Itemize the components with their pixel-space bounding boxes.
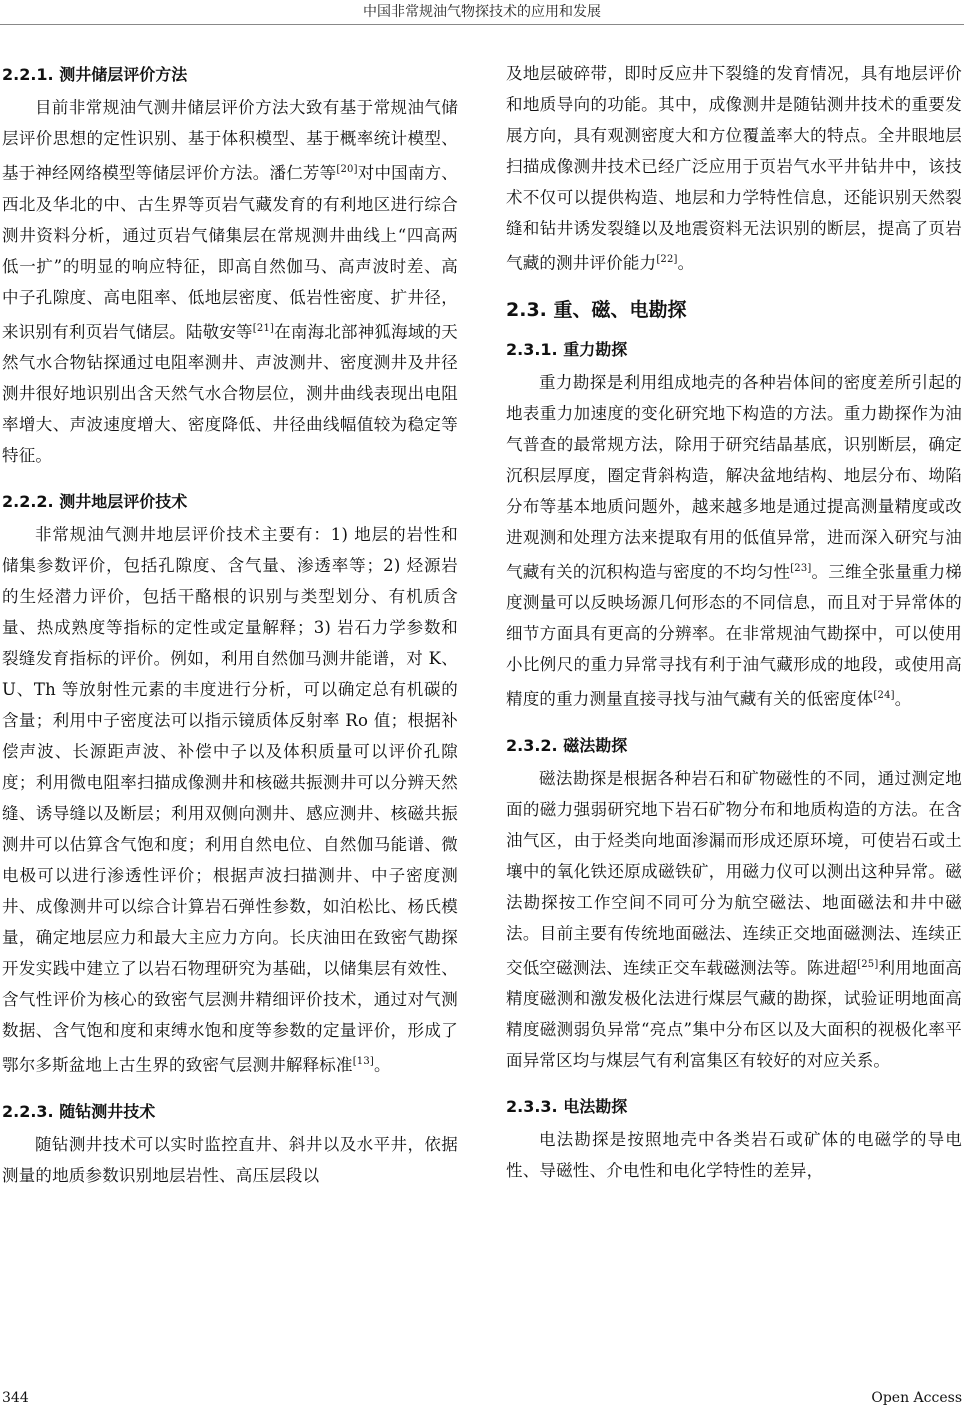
section-2-3-3-paragraph: 电法勘探是按照地壳中各类岩石或矿体的电磁学的导电性、导磁性、介电性和电化学特性的差异， (506, 1130, 962, 1180)
publisher-label: Open Access (871, 1390, 962, 1406)
section-2-3-3-title: 2.3.3. 电法勘探 (506, 1097, 628, 1116)
section-2-2-3-title: 2.2.3. 随钻测井技术 (2, 1101, 156, 1121)
section-2-3-2-title: 2.3.2. 磁法勘探 (506, 735, 628, 755)
section-2-2-2-title: 2.2.2. 测井地层评价技术 (2, 492, 188, 511)
section-2-2-1-title: 2.2.1. 测井储层评价方法 (2, 65, 188, 84)
section-2-2-2-paragraph: 非常规油气测井地层评价技术主要有：1) 地层的岩性和储集参数评价，包括孔隙度、含气量、渗透率等；2) 烃源岩的生烃潜力评价，包括干酪根的识别与类型划分、有机质含量、热成熟度等指标的定性或定量解释；3) 岩石力学参数和裂缝发育指标的评价。例如，利用自然伽马测井能谱，对 K、U、Th 等放射性元素的丰度进行分析，可以确定总有机碳的含量；利用中子密度法可以指示镜质体反射率 Ro 值；根据补偿声波、长源距声波、补偿中子以及体积质量可以评价孔隙度；利用微电阻率扫描成像测井和核磁共振测井可以分辨天然缝、诱导缝以及断层；利用双侧向测井、感应测井、核磁共振测井可以估算含气饱和度；利用自然电位、自然伽马能谱、微电极可以进行渗透性评价；根据声波扫描测井、中子密度测井、成像测井可以综合计算岩石弹性参数，如泊松比、杨氏模量，确定地层应力和最大主应力方向。长庆油田在致密气勘探开发实践中建立了以岩石物理研究为基础，以储集层有效性、含气性评价为核心的致密气层测井精细评价技术，通过对气测数据、含气饱和度和束缚水饱和度等参数的定量评价，形成了鄂尔多斯盆地上古生界的致密气层测井解释标准[13]。 (2, 525, 458, 1075)
section-2-2-1-paragraph: 目前非常规油气测井储层评价方法大致有基于常规油气储层评价思想的定性识别、基于体积模型、基于概率统计模型、基于神经网络模型等储层评价方法。潘仁芳等[20]对中国南方、西北及华北的中、古生界等页岩气藏发育的有利地区进行综合测井资料分析，通过页岩气储集层在常规测井曲线上“四高两低一扩”的明显的响应特征，即高自然伽马、高声波时差、高中子孔隙度、高电阻率、低地层密度、低岩性密度、扩井径，来识别有利页岩气储层。陆敬安等[21]在南海北部神狐海域的天然气水合物钻探通过电阻率测井、声波测井、密度测井及井径测井很好地识别出含天然气水合物层位，测井曲线表现出电阻率增大、声波速度增大、密度降低、井径曲线幅值较为稳定等特征。 (2, 98, 459, 465)
page-number: 344 (2, 1390, 29, 1406)
left-column (2, 58, 458, 1205)
right-column (506, 58, 962, 1200)
running-header: 中国非常规油气物探技术的应用和发展 (0, 0, 964, 25)
continued-paragraph: 及地层破碎带，即时反应井下裂缝的发育情况，具有地层评价和地质导向的功能。其中，成像测井是随钻测井技术的重要发展方向，具有观测密度大和方位覆盖率大的特点。全井眼地层扫描成像测井技术已经广泛应用于页岩气水平井钻井中，该技术不仅可以提供构造、地层和力学特性信息，还能识别天然裂缝和钻井诱发裂缝以及地震资料无法识别的断层，提高了页岩气藏的测井评价能力[22]。 (506, 64, 962, 273)
section-2-3-title: 2.3. 重、磁、电勘探 (506, 298, 687, 321)
section-2-3-1-paragraph: 重力勘探是利用组成地壳的各种岩体间的密度差所引起的地表重力加速度的变化研究地下构造的方法。重力勘探作为油气普查的最常规方法，除用于研究结晶基底，识别断层，确定沉积层厚度，圈定背斜构造，解决盆地结构、地层分布、坳陷分布等基本地质问题外，越来越多地是通过提高测量精度或改进观测和处理方法来提取有用的低值异常，进而深入研究与油气藏有关的沉积构造与密度的不均匀性[23]。三维全张量重力梯度测量可以反映场源几何形态的不同信息，而且对于异常体的细节方面具有更高的分辨率。在非常规油气勘探中，可以使用小比例尺的重力异常寻找有利于油气藏形成的地段，或使用高精度的重力测量直接寻找与油气藏有关的低密度体[24]。 (506, 372, 962, 709)
section-2-3-1-title: 2.3.1. 重力勘探 (506, 339, 628, 359)
section-2-3-2-paragraph: 磁法勘探是根据各种岩石和矿物磁性的不同，通过测定地面的磁力强弱研究地下岩石矿物分布和地质构造的方法。在含油气区，由于烃类向地面渗漏而形成还原环境，可使岩石或土壤中的氧化铁还原成磁铁矿，用磁力仪可以测出这种异常。磁法勘探按工作空间不同可分为航空磁法、地面磁法和井中磁法。目前主要有传统地面磁法、连续正交地面磁测法、连续正交低空磁测法、连续正交车载磁测法等。陈进超[25]利用地面高精度磁测和激发极化法进行煤层气藏的勘探，试验证明地面高精度磁测弱负异常“亮点”集中分布区以及大面积的视极化率平面异常区均与煤层气有利富集区有较好的对应关系。 (506, 768, 963, 1070)
section-2-2-3-paragraph: 随钻测井技术可以实时监控直井、斜井以及水平井，依据测量的地质参数识别地层岩性、高压层段以 (2, 1134, 458, 1185)
